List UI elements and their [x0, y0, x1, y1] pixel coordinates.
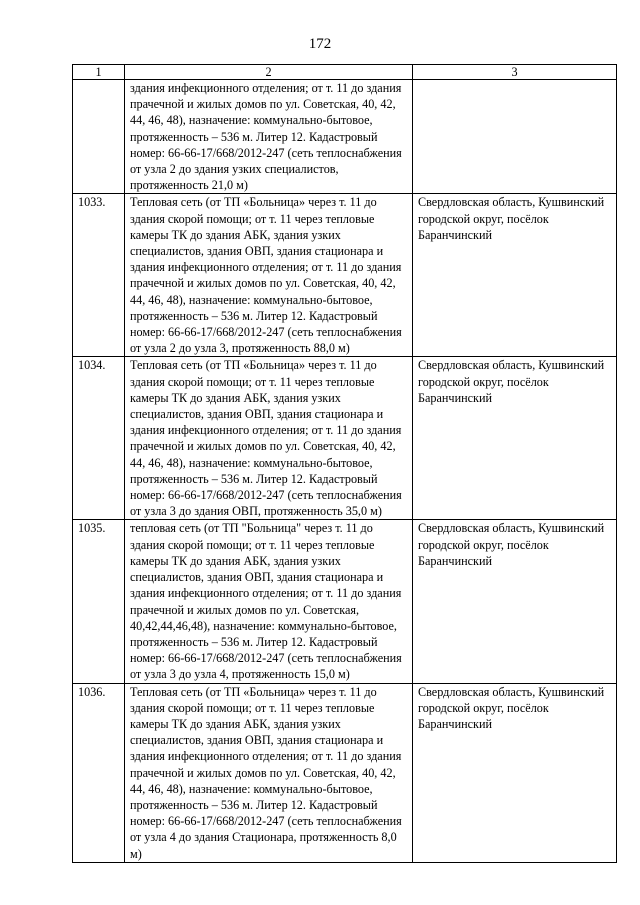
table-row [73, 683, 617, 862]
row-description: Тепловая сеть (от ТП «Больница» через т. 11 до здания скорой помощи; от т. 11 через тепловые камеры ТК до здания АБК, здания узких специалистов, здания ОВП, здания стационара и здания инфекционного отделения; от т. 11 до здания прачечной и жилых домов по ул. Советская, 40, 42, 44, 46, 48), назначение: коммунально-бытовое, протяженность – 536 м. Литер 12. Кадастровый номер: 66-66-17/668/2012-247 (сеть теплоснабжения от узла 2 до узла 3, протяженность 88,0 м) [125, 194, 413, 357]
row-description: здания инфекционного отделения; от т. 11 до здания прачечной и жилых домов по ул. Советская, 40, 42, 44, 46, 48), назначение: коммунально-бытовое, протяженность – 536 м. Литер 12. Кадастровый номер: 66-66-17/668/2012-247 (сеть теплоснабжения от узла 2 до здания узких специалистов, протяженность 21,0 м) [125, 80, 413, 194]
row-number: 1033. [73, 194, 125, 357]
row-description: Тепловая сеть (от ТП «Больница» через т. 11 до здания скорой помощи; от т. 11 через тепловые камеры ТК до здания АБК, здания узких специалистов, здания ОВП, здания стационара и здания инфекционного отделения; от т. 11 до здания прачечной и жилых домов по ул. Советская, 40, 42, 44, 46, 48), назначение: коммунально-бытовое, протяженность – 536 м. Литер 12. Кадастровый номер: 66-66-17/668/2012-247 (сеть теплоснабжения от узла 3 до здания ОВП, протяженность 35,0 м) [125, 357, 413, 520]
page-number: 172 [308, 36, 332, 52]
row-number: 1034. [73, 357, 125, 520]
row-address: Свердловская область, Кушвинский городской округ, посёлок Баранчинский [413, 357, 617, 520]
row-number: 1036. [73, 683, 125, 862]
column-header-2: 2 [125, 65, 413, 80]
row-number [73, 80, 125, 194]
row-number: 1035. [73, 520, 125, 683]
row-address: Свердловская область, Кушвинский городской округ, посёлок Баранчинский [413, 194, 617, 357]
property-registry-table [72, 64, 617, 863]
table-header-row [73, 65, 617, 80]
row-address: Свердловская область, Кушвинский городской округ, посёлок Баранчинский [413, 520, 617, 683]
table-row [73, 520, 617, 683]
table-row-continuation [73, 80, 617, 194]
row-description: тепловая сеть (от ТП "Больница" через т. 11 до здания скорой помощи; от т. 11 через тепловые камеры ТК до здания АБК, здания узких специалистов, здания ОВП, здания стационара и здания инфекционного отделения; от т. 11 до здания прачечной и жилых домов по ул. Советская, 40,42,44,46,48), назначение: коммунально-бытовое, протяженность – 536 м. Литер 12. Кадастровый номер: 66-66-17/668/2012-247 (сеть теплоснабжения от узла 3 до узла 4, протяженность 15,0 м) [125, 520, 413, 683]
table-row [73, 357, 617, 520]
row-address: Свердловская область, Кушвинский городской округ, посёлок Баранчинский [413, 683, 617, 862]
row-address [413, 80, 617, 194]
column-header-3: 3 [413, 65, 617, 80]
row-description: Тепловая сеть (от ТП «Больница» через т. 11 до здания скорой помощи; от т. 11 через тепловые камеры ТК до здания АБК, здания узких специалистов, здания ОВП, здания стационара и здания инфекционного отделения; от т. 11 до здания прачечной и жилых домов по ул. Советская, 40, 42, 44, 46, 48), назначение: коммунально-бытовое, протяженность – 536 м. Литер 12. Кадастровый номер: 66-66-17/668/2012-247 (сеть теплоснабжения от узла 4 до здания Стационара, протяженность 8,0 м) [125, 683, 413, 862]
table-row [73, 194, 617, 357]
column-header-1: 1 [73, 65, 125, 80]
